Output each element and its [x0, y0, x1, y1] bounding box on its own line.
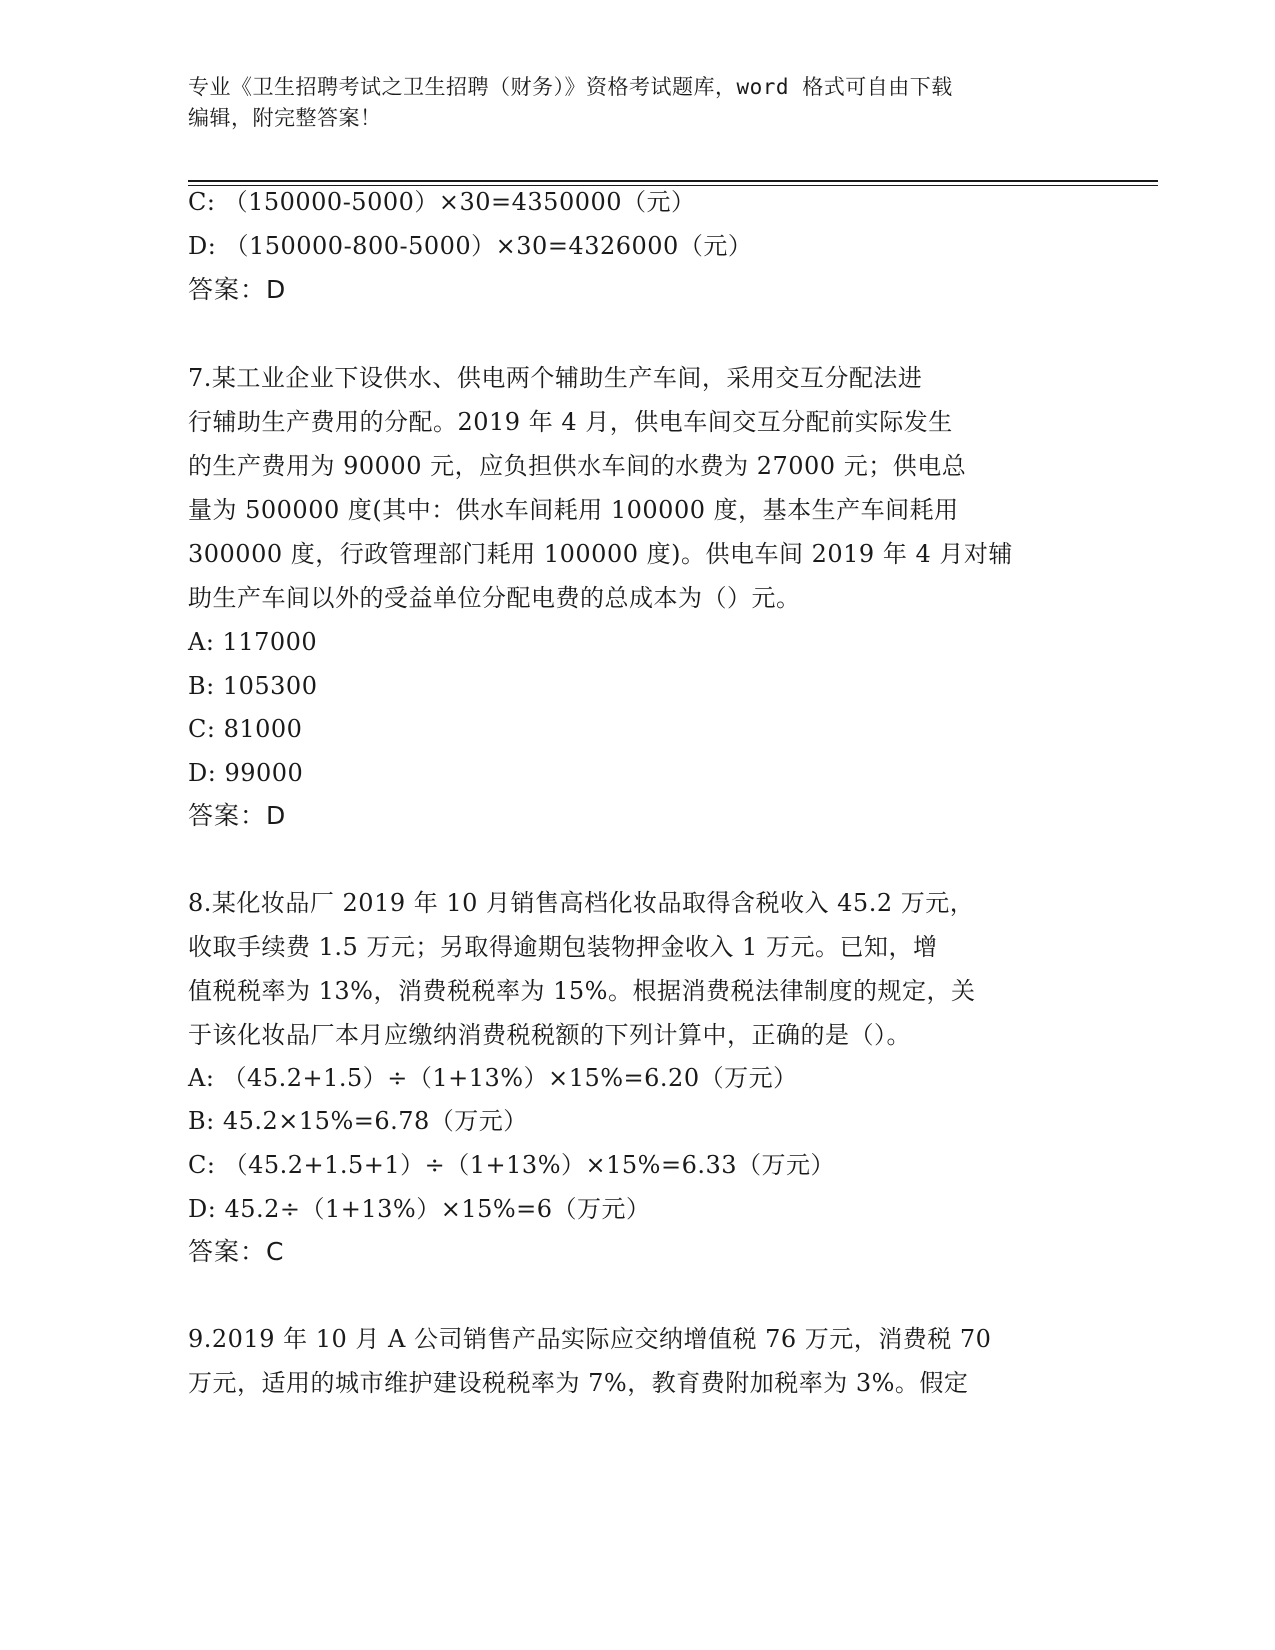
header-line-1: 专业《卫生招聘考试之卫生招聘（财务）》资格考试题库，word 格式可自由下载	[188, 75, 953, 99]
q8-option-d: D: 45.2÷（1+13%）×15%=6（万元）	[188, 1195, 651, 1223]
q7-stem-line: 300000 度，行政管理部门耗用 100000 度)。供电车间 2019 年 4 月对辅	[188, 540, 1013, 568]
q7-option-b: B: 105300	[188, 672, 318, 700]
q8-stem-line: 8.某化妆品厂 2019 年 10 月销售高档化妆品取得含税收入 45.2 万元，	[188, 889, 975, 917]
q6-option-c: C: （150000-5000）×30=4350000（元）	[188, 188, 696, 216]
q7-stem-line: 助生产车间以外的受益单位分配电费的总成本为（）元。	[188, 584, 801, 612]
header-line-2: 编辑，附完整答案！	[188, 106, 382, 130]
q7-option-d: D: 99000	[188, 759, 304, 787]
q7-answer: 答案：D	[188, 801, 287, 830]
q7-option-a: A: 117000	[188, 628, 318, 656]
q9-stem-line: 9.2019 年 10 月 A 公司销售产品实际应交纳增值税 76 万元，消费税 70	[188, 1325, 992, 1353]
q7-option-c: C: 81000	[188, 715, 303, 743]
q7-stem-line: 的生产费用为 90000 元，应负担供水车间的水费为 27000 元；供电总	[188, 452, 967, 480]
q7-stem-line: 行辅助生产费用的分配。2019 年 4 月，供电车间交互分配前实际发生	[188, 408, 953, 436]
q6-option-d: D: （150000-800-5000）×30=4326000（元）	[188, 232, 753, 260]
q9-stem-line: 万元，适用的城市维护建设税税率为 7%，教育费附加税率为 3%。假定	[188, 1369, 969, 1397]
document-header	[188, 72, 1068, 134]
q8-stem-line: 值税税率为 13%，消费税税率为 15%。根据消费税法律制度的规定，关	[188, 977, 976, 1005]
q7-stem-line: 7.某工业企业下设供水、供电两个辅助生产车间，采用交互分配法进	[188, 364, 923, 392]
q7-stem-line: 量为 500000 度(其中：供水车间耗用 100000 度，基本生产车间耗用	[188, 496, 959, 524]
q8-option-b: B: 45.2×15%=6.78（万元）	[188, 1107, 528, 1135]
header-divider-thick	[188, 180, 1158, 182]
q8-option-a: A: （45.2+1.5）÷（1+13%）×15%=6.20（万元）	[188, 1064, 798, 1092]
q8-option-c: C: （45.2+1.5+1）÷（1+13%）×15%=6.33（万元）	[188, 1151, 836, 1179]
q8-stem-line: 于该化妆品厂本月应缴纳消费税税额的下列计算中，正确的是（）。	[188, 1021, 911, 1049]
q8-stem-line: 收取手续费 1.5 万元；另取得逾期包装物押金收入 1 万元。已知，增	[188, 933, 938, 961]
q6-answer: 答案：D	[188, 275, 287, 304]
q8-answer: 答案：C	[188, 1237, 285, 1266]
